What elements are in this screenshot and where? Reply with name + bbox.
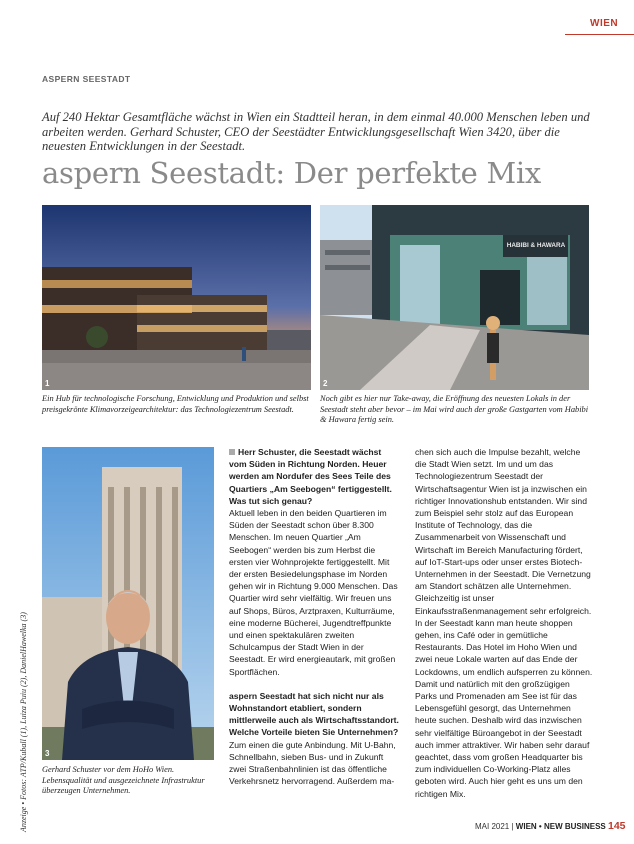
answer-2-part-1: Zum einen die gute Anbindung. Mit U-Bahn, Schnellbahn, sieben Bus- und in Zukunft zwei Straßenbahnlinien ist das öffentliche Verkehrsnetz hervorragend. Außerdem ma- <box>229 739 396 787</box>
lead-paragraph: Auf 240 Hektar Gesamtfläche wächst in Wien ein Stadtteil heran, in dem einmal 40.000 Menschen leben und arbeiten werden. Gerhard Schuster, CEO der Seestädter Entwicklungsgesellschaft Wien 3420, über die neuesten Entwicklungen in der Seestadt. <box>42 110 590 154</box>
page-footer: MAI 2021 | WIEN • NEW BUSINESS 145 <box>475 820 626 832</box>
magazine-name-b: NEW BUSINESS <box>543 822 606 831</box>
question-2: aspern Seestadt hat sich nicht nur als Wohnstandort etabliert, sondern mittlerweile auch als Wirtschaftsstandort. Welche Vorteile bieten Sie Unternehmen? <box>229 690 399 738</box>
kicker: ASPERN SEESTADT <box>42 74 131 84</box>
square-bullet-icon <box>229 449 235 455</box>
caption-photo-1: Ein Hub für technologische Forschung, Entwicklung und Produktion und selbst preisgekrönte Klimavorzeigearchitektur: das Technologiezentrum Seestadt. <box>42 394 309 414</box>
question-1: Herr Schuster, die Seestadt wächst vom Süden in Richtung Norden. Heuer werden am Nordufer des Sees Teile des Quartiers „Am Seebogen“ fertiggestellt. Was tut sich genau? <box>229 447 392 506</box>
photo-number: 3 <box>45 749 50 758</box>
body-column-3 <box>415 446 593 800</box>
magazine-name-a: WIEN <box>515 822 537 831</box>
issue-date: MAI 2021 <box>475 822 510 831</box>
headline: aspern Seestadt: Der perfekte Mix <box>42 156 541 190</box>
answer-2-part-2: chen sich auch die Impulse bezahlt, welche die Stadt Wien setzt. Im und um das Technologiezentrum Seestadt der Wirtschaftsagentur Wien ist ja inzwischen ein richtiger Innovationshub entstanden. Wir sind zum Beispiel sehr stolz auf das European Institute of Technology, das die Zusammenarbeit von Wissenschaft und Wirtschaft im Bereich Manufacturing fördert, auf IoT-Start-ups oder unser erstes Biotech-Unternehmen in der Seestadt. Die Vernetzung am Standort schätzen alle Unternehmen. Gleichzeitig ist unser Einkaufsstraßenmanagement sehr erfolgreich. In der Seestadt kann man heute shoppen gehen, ins Café oder in gemütliche Restaurants. Das Hotel im Hoho Wien und zwei neue Lokale warten auf das Ende der Lockdowns, um endlich aufsperren zu können. Damit und natürlich mit den großzügigen Parks und Promenaden am See ist für das Lebensgefühl gesorgt, das Unternehmen heute suchen. Deshalb wird das inzwischen sehr vielfältige Büroangebot in der Seestadt auch immer attraktiver. Wir haben sehr darauf geachtet, dass vom großen Headquarter bis zum individuellen Co-Working-Platz alles geboten wird. Auch hier geht es uns um den richtigen Mix. <box>415 447 593 799</box>
page-number: 145 <box>608 820 626 832</box>
section-tag: WIEN <box>590 18 619 29</box>
photo-number: 2 <box>323 379 328 388</box>
store-sign: HABIBI & HAWARA <box>506 242 566 249</box>
answer-1: Aktuell leben in den beiden Quartieren im Süden der Seestadt schon über 8.300 Menschen. Im neuen Quartier „Am Seebogen“ werden bis zum Herbst die ersten vier Wohnprojekte fertiggestellt. Mit der ersten Besiedelungsphase im Norden gehen wir in Richtung 9.000 Menschen. Das Quartier wird sehr vielfältig. Wir freuen uns auf Shops, Büros, Arztpraxen, Kulturräume, eine moderne Bücherei, Jugendtreffpunkte und einen spektakulären zweiten Schulcampus der Stadt Wien in der Seestadt. Er wird energieautark, mit großen Sportflächen. <box>229 508 398 677</box>
photo-gerhard-schuster <box>42 447 214 760</box>
section-tag-rule <box>565 34 634 35</box>
photo-technologiezentrum <box>42 205 311 390</box>
caption-photo-3: Gerhard Schuster vor dem HoHo Wien. Lebensqualität und ausgezeichnete Infrastruktur überzeugen Unternehmen. <box>42 765 205 796</box>
caption-photo-2: Noch gibt es hier nur Take-away, die Eröffnung des neuesten Lokals in der Seestadt steht aber bevor – im Mai wird auch der große Gastgarten vom Habibi & Hawara fertig sein. <box>320 394 589 425</box>
body-column-2 <box>229 446 401 787</box>
photo-habibi-hawara <box>320 205 589 390</box>
photo-credit: Anzeige • Fotos: ATP/Kuball (1), Luiza Puiu (2), DanielHawelka (3) <box>19 612 28 832</box>
photo-number: 1 <box>45 379 50 388</box>
